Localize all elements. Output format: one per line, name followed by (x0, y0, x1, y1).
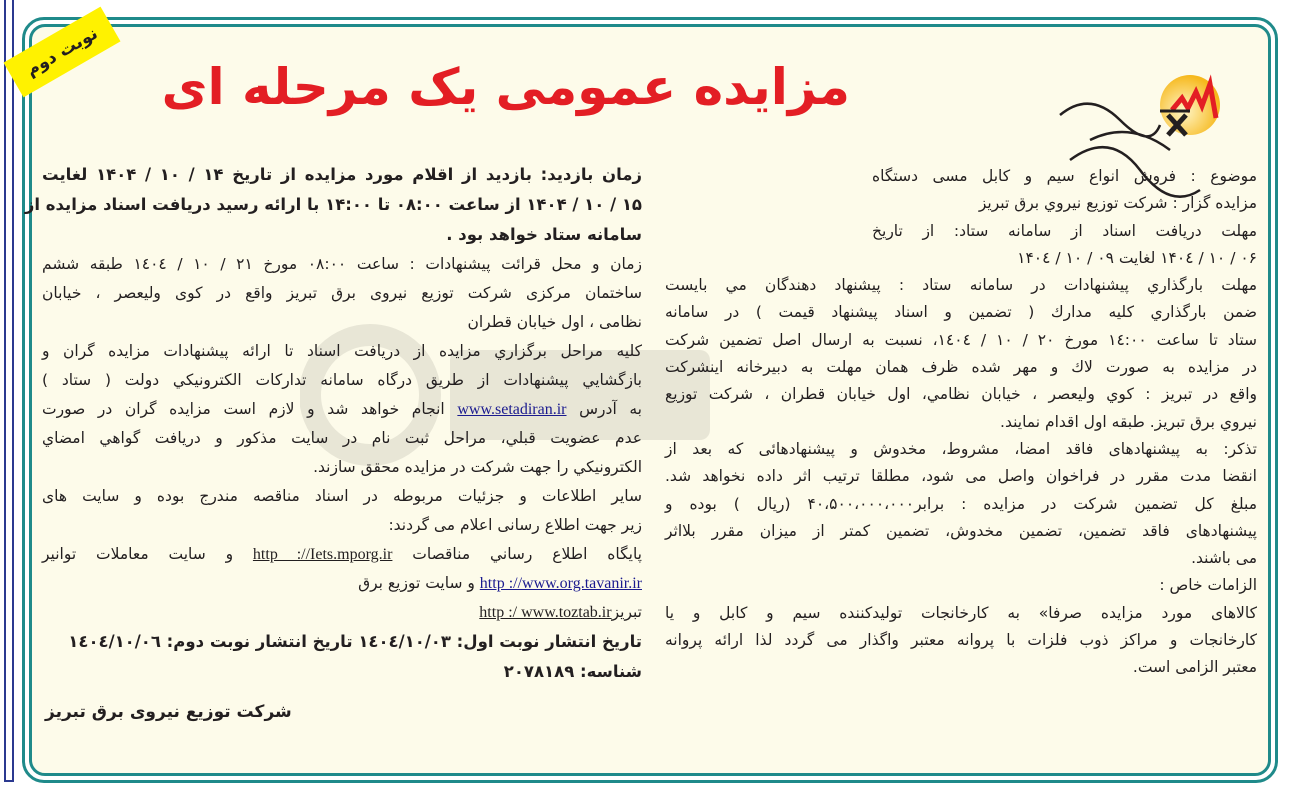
documents-deadline-line: مهلت دریافت اسناد از سامانه ستاد: از تاریخ (872, 221, 1257, 240)
requirements-line: معتبر الزامی است. (1132, 658, 1257, 677)
note-line: تذکر: به پیشنهادهای فاقد امضا، مشروط، مخدوش و پیشنهادهائی که بعد از (665, 439, 1257, 458)
sites-line (42, 598, 642, 627)
text-line: مهلت بارگذاري پیشنهادات در سامانه ستاد : پیشنهاد دهندگان مي بایست (665, 276, 1257, 295)
second-publication-badge: نوبت دوم (4, 7, 121, 98)
address-before: به آدرس (579, 400, 642, 418)
sites-after: و سایت توزیع برق (358, 574, 475, 592)
sites-before: پایگاه اطلاع رساني مناقصات (412, 545, 642, 563)
registration-line: الکترونیکي را جهت شرکت در مزایده محقق سازند. (313, 458, 642, 476)
page-title: مزایده عمومی یک مرحله ای (161, 58, 850, 116)
tavanir-link[interactable]: http ://www.org.tavanir.ir (479, 575, 642, 592)
toztab-link[interactable]: http :/ www.toztab.ir (479, 604, 612, 621)
sites-before: تبریز (611, 603, 642, 621)
sites-line (42, 540, 642, 569)
registration-line: سایر اطلاعات و جزئیات مربوطه در اسناد مناقصه مندرج بوده و سایت های (42, 487, 642, 505)
left-column (24, 160, 643, 687)
visit-line: ۱۵ / ۱۰ / ۱۴۰۴ از ساعت ۰۸:۰۰ تا ۱۴:۰۰ با ارائه رسید دریافت اسناد مزایده از (24, 195, 642, 214)
text-line: ستاد تا ساعت ۱٤:۰۰ مورخ ۲۰ / ۱۰ / ۱٤۰٤، نسبت به ارسال اصل تضمین شرکت (665, 330, 1257, 349)
subject-line: موضوع : فروش انواع سیم و کابل مسی دستگاه (872, 167, 1257, 185)
requirements-line: کارخانجات و مراکز ذوب فلزات با پروانه معتبر واگذار می گردد لذا ارائه پروانه (665, 631, 1257, 650)
publish-dates: تاریخ انتشار نوبت اول: ۱٤۰٤/۱۰/۰۳ تاریخ انتشار نوبت دوم: ۱٤۰٤/۱۰/۰٦ (68, 632, 642, 651)
setadiran-link[interactable]: www.setadiran.ir (457, 401, 567, 418)
visit-line: سامانه ستاد خواهد بود . (446, 225, 642, 244)
signature: شرکت توزیع نیروی برق تبریز (45, 702, 292, 722)
sites-line (42, 569, 642, 598)
opening-line: کلیه مراحل برگزاري مزایده از دریافت اسناد تا ارائه پیشنهادات مزایده گران و (42, 342, 642, 360)
text-line: ضمن بارگذاري کلیه مدارك ( تضمین و اسناد پیشنهاد قیمت ) در سامانه (665, 303, 1257, 322)
opening-line: زمان و محل قرائت پیشنهادات : ساعت ۰۸:۰۰ مورخ ۲۱ / ۱۰ / ۱٤۰٤ طبقه ششم (42, 255, 643, 273)
text-line: نیروي برق تبریز. طبقه اول اقدام نمایند. (1000, 412, 1257, 431)
iets-link[interactable]: http ://Iets.mporg.ir (252, 546, 393, 563)
side-rule (4, 0, 14, 782)
requirements-line: کالاهای مورد مزایده صرفا» به کارخانجات تولیدکننده سیم و کابل و یا (665, 603, 1257, 622)
right-column (665, 163, 1257, 682)
auctioneer-line: مزایده گزار : شرکت توزیع نیروي برق تبریز (978, 194, 1257, 213)
documents-dates-line: ۰۶ / ۱۰ / ۱۴۰٤ لغایت ۰۹ / ۱۰ / ۱۴۰٤ (1017, 248, 1257, 267)
text-line: در مزایده به صورت لاك و مهر شده ظرف همان مهلت به دبیرخانه اینشرکت (665, 358, 1257, 377)
registration-line: زیر جهت اطلاع رسانی اعلام می گردند: (388, 516, 642, 534)
visit-line: زمان بازدید: بازدید از اقلام مورد مزایده از تاریخ ۱۴ / ۱۰ / ۱۴۰۴ لغایت (42, 165, 642, 184)
address-after: انجام خواهد شد و لازم است مزایده گران در صورت (42, 400, 445, 418)
ad-id: شناسه: ۲۰۷۸۱۸۹ (503, 662, 642, 681)
note-line: انقضا مدت مقرر در فراخوان واصل می شود، مطلقا ترتیب اثر داده نخواهد شد. (665, 467, 1257, 486)
guarantee-line: پیشنهادهای فاقد تضمین، تضمین مخدوش، تضمین کمتر از میزان مقرر بلااثر (665, 521, 1257, 540)
sites-after: و سایت معاملات توانیر (42, 545, 234, 563)
registration-line: عدم عضویت قبلي، مراحل ثبت نام در سایت مذکور و دریافت گواهي امضاي (42, 429, 642, 447)
guarantee-line: مبلغ کل تضمین شرکت در مزایده : برابر۴۰،۵۰۰،۰۰۰،۰۰۰ (ریال ) بوده و (665, 494, 1257, 513)
opening-line: بازگشايي پیشنهادات از طریق درگاه سامانه تدارکات الکترونیکي دولت ( ستاد ) (42, 371, 642, 389)
address-line (42, 395, 642, 424)
text-line: واقع در تبریز : کوي ولیعصر ، خیابان نظامي، اول خیابان قطران ، شرکت توزیع (665, 385, 1257, 404)
requirements-heading: الزامات خاص : (1159, 576, 1257, 595)
guarantee-line: می باشند. (1191, 549, 1257, 568)
opening-line: ساختمان مرکزی شرکت توزیع نیروی برق تبریز واقع در کوی ولیعصر ، خیابان (42, 284, 642, 302)
opening-line: نظامی ، اول خیابان قطران (467, 313, 642, 331)
